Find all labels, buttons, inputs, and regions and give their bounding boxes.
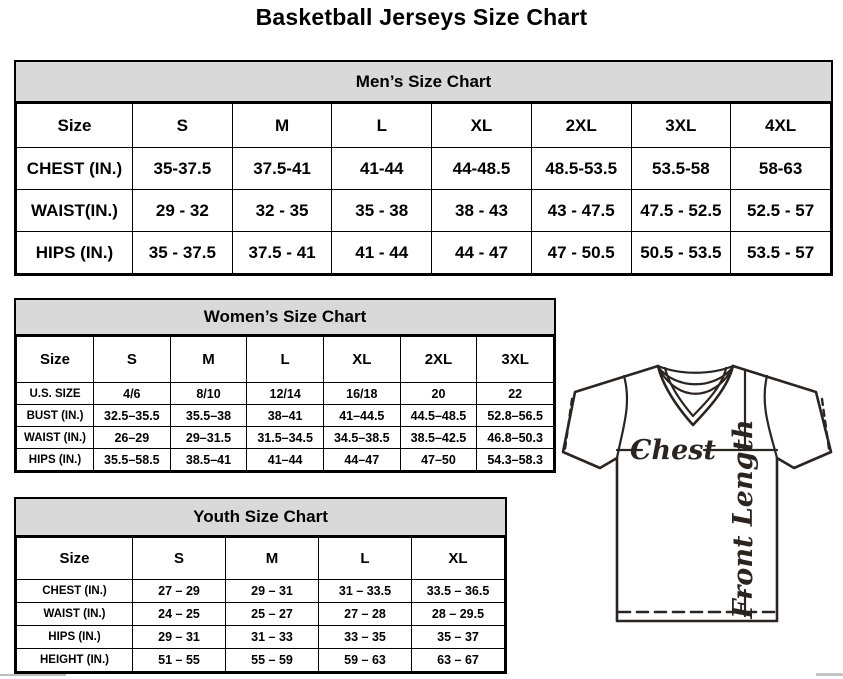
size-value-cell: 27 – 28 [319, 603, 412, 626]
size-value-cell: 53.5-58 [631, 148, 731, 190]
row-label-cell: WAIST (IN.) [17, 427, 94, 449]
column-header-cell: L [332, 104, 432, 148]
size-value-cell: 12/14 [247, 383, 324, 405]
table-row [17, 383, 554, 405]
column-header-cell: S [133, 538, 226, 580]
size-value-cell: 53.5 - 57 [731, 232, 831, 274]
table-row [17, 405, 554, 427]
size-value-cell: 35-37.5 [133, 148, 233, 190]
size-value-cell: 47–50 [400, 449, 477, 471]
row-label-cell: HEIGHT (IN.) [17, 649, 133, 672]
size-value-cell: 50.5 - 53.5 [631, 232, 731, 274]
horizontal-scrollbar-fragment-left[interactable] [0, 674, 66, 676]
column-header-cell: M [232, 104, 332, 148]
size-value-cell: 52.5 - 57 [731, 190, 831, 232]
column-header-row [17, 104, 831, 148]
size-value-cell: 28 – 29.5 [412, 603, 505, 626]
size-value-cell: 29 – 31 [226, 580, 319, 603]
left-armhole-seam [617, 376, 627, 458]
row-label-cell: U.S. SIZE [17, 383, 94, 405]
column-header-cell: XL [323, 337, 400, 383]
size-value-cell: 22 [477, 383, 554, 405]
size-value-cell: 35 – 37 [412, 626, 505, 649]
page-title: Basketball Jerseys Size Chart [255, 4, 588, 30]
youth-size-chart-section [14, 497, 507, 674]
womens-chart-title: Women’s Size Chart [16, 300, 554, 336]
size-value-cell: 25 – 27 [226, 603, 319, 626]
row-label-cell: CHEST (IN.) [17, 580, 133, 603]
size-value-cell: 38–41 [247, 405, 324, 427]
size-value-cell: 55 – 59 [226, 649, 319, 672]
size-value-cell: 63 – 67 [412, 649, 505, 672]
row-label-cell: WAIST (IN.) [17, 603, 133, 626]
row-label-cell: BUST (IN.) [17, 405, 94, 427]
column-header-cell: L [247, 337, 324, 383]
column-header-cell: M [226, 538, 319, 580]
collar-v-outer [658, 366, 733, 425]
right-armhole-seam [765, 376, 777, 458]
size-value-cell: 47 - 50.5 [531, 232, 631, 274]
size-value-cell: 41–44.5 [323, 405, 400, 427]
size-value-cell: 35 - 37.5 [133, 232, 233, 274]
column-header-cell: L [319, 538, 412, 580]
collar-top-curve [658, 366, 733, 373]
size-value-cell: 27 – 29 [133, 580, 226, 603]
size-value-cell: 38.5–42.5 [400, 427, 477, 449]
table-row [17, 580, 505, 603]
size-value-cell: 41–44 [247, 449, 324, 471]
size-value-cell: 44 - 47 [432, 232, 532, 274]
column-header-cell: S [133, 104, 233, 148]
size-value-cell: 43 - 47.5 [531, 190, 631, 232]
jersey-outline [563, 366, 831, 621]
table-row [17, 626, 505, 649]
size-value-cell: 34.5–38.5 [323, 427, 400, 449]
youth-chart-title: Youth Size Chart [16, 499, 505, 537]
column-header-cell: Size [17, 337, 94, 383]
size-value-cell: 59 – 63 [319, 649, 412, 672]
mens-chart-title: Men’s Size Chart [16, 62, 831, 103]
size-value-cell: 44.5–48.5 [400, 405, 477, 427]
womens-size-chart-section [14, 298, 556, 473]
size-value-cell: 8/10 [170, 383, 247, 405]
row-label-cell: HIPS (IN.) [17, 626, 133, 649]
row-label-cell: HIPS (IN.) [17, 232, 133, 274]
size-value-cell: 35.5–38 [170, 405, 247, 427]
size-value-cell: 35 - 38 [332, 190, 432, 232]
size-value-cell: 20 [400, 383, 477, 405]
collar-v-inner [665, 368, 726, 416]
column-header-cell: S [94, 337, 171, 383]
youth-size-table [16, 537, 505, 672]
column-header-cell: M [170, 337, 247, 383]
table-row [17, 232, 831, 274]
table-row [17, 649, 505, 672]
size-value-cell: 4/6 [94, 383, 171, 405]
row-label-cell: CHEST (IN.) [17, 148, 133, 190]
size-value-cell: 46.8–50.3 [477, 427, 554, 449]
size-value-cell: 31 – 33 [226, 626, 319, 649]
size-value-cell: 54.3–58.3 [477, 449, 554, 471]
size-value-cell: 29 - 32 [133, 190, 233, 232]
size-value-cell: 31 – 33.5 [319, 580, 412, 603]
column-header-cell: XL [412, 538, 505, 580]
womens-size-table [16, 336, 554, 471]
column-header-row [17, 538, 505, 580]
size-value-cell: 51 – 55 [133, 649, 226, 672]
size-value-cell: 52.8–56.5 [477, 405, 554, 427]
size-value-cell: 47.5 - 52.5 [631, 190, 731, 232]
table-row [17, 603, 505, 626]
table-row [17, 148, 831, 190]
size-value-cell: 26–29 [94, 427, 171, 449]
column-header-cell: Size [17, 538, 133, 580]
size-value-cell: 29–31.5 [170, 427, 247, 449]
size-value-cell: 37.5 - 41 [232, 232, 332, 274]
horizontal-scrollbar-fragment-right[interactable] [816, 673, 843, 676]
size-value-cell: 37.5-41 [232, 148, 332, 190]
column-header-cell: XL [432, 104, 532, 148]
size-value-cell: 38 - 43 [432, 190, 532, 232]
size-value-cell: 31.5–34.5 [247, 427, 324, 449]
size-value-cell: 32 - 35 [232, 190, 332, 232]
column-header-row [17, 337, 554, 383]
size-value-cell: 38.5–41 [170, 449, 247, 471]
size-value-cell: 32.5–35.5 [94, 405, 171, 427]
column-header-cell: Size [17, 104, 133, 148]
column-header-cell: 2XL [531, 104, 631, 148]
row-label-cell: WAIST(IN.) [17, 190, 133, 232]
mens-size-chart-section [14, 60, 833, 276]
size-value-cell: 41-44 [332, 148, 432, 190]
table-row [17, 449, 554, 471]
size-value-cell: 58-63 [731, 148, 831, 190]
size-value-cell: 33 – 35 [319, 626, 412, 649]
size-value-cell: 24 – 25 [133, 603, 226, 626]
size-value-cell: 48.5-53.5 [531, 148, 631, 190]
size-value-cell: 41 - 44 [332, 232, 432, 274]
column-header-cell: 4XL [731, 104, 831, 148]
column-header-cell: 3XL [477, 337, 554, 383]
size-value-cell: 44-48.5 [432, 148, 532, 190]
column-header-cell: 2XL [400, 337, 477, 383]
size-value-cell: 33.5 – 36.5 [412, 580, 505, 603]
table-row [17, 190, 831, 232]
size-value-cell: 35.5–58.5 [94, 449, 171, 471]
table-row [17, 427, 554, 449]
chest-label: Chest [630, 435, 716, 466]
size-value-cell: 29 – 31 [133, 626, 226, 649]
row-label-cell: HIPS (IN.) [17, 449, 94, 471]
jersey-measurement-diagram [558, 363, 836, 629]
front-length-label: Front Length [728, 419, 759, 619]
size-value-cell: 44–47 [323, 449, 400, 471]
mens-size-table [16, 103, 831, 274]
size-value-cell: 16/18 [323, 383, 400, 405]
column-header-cell: 3XL [631, 104, 731, 148]
